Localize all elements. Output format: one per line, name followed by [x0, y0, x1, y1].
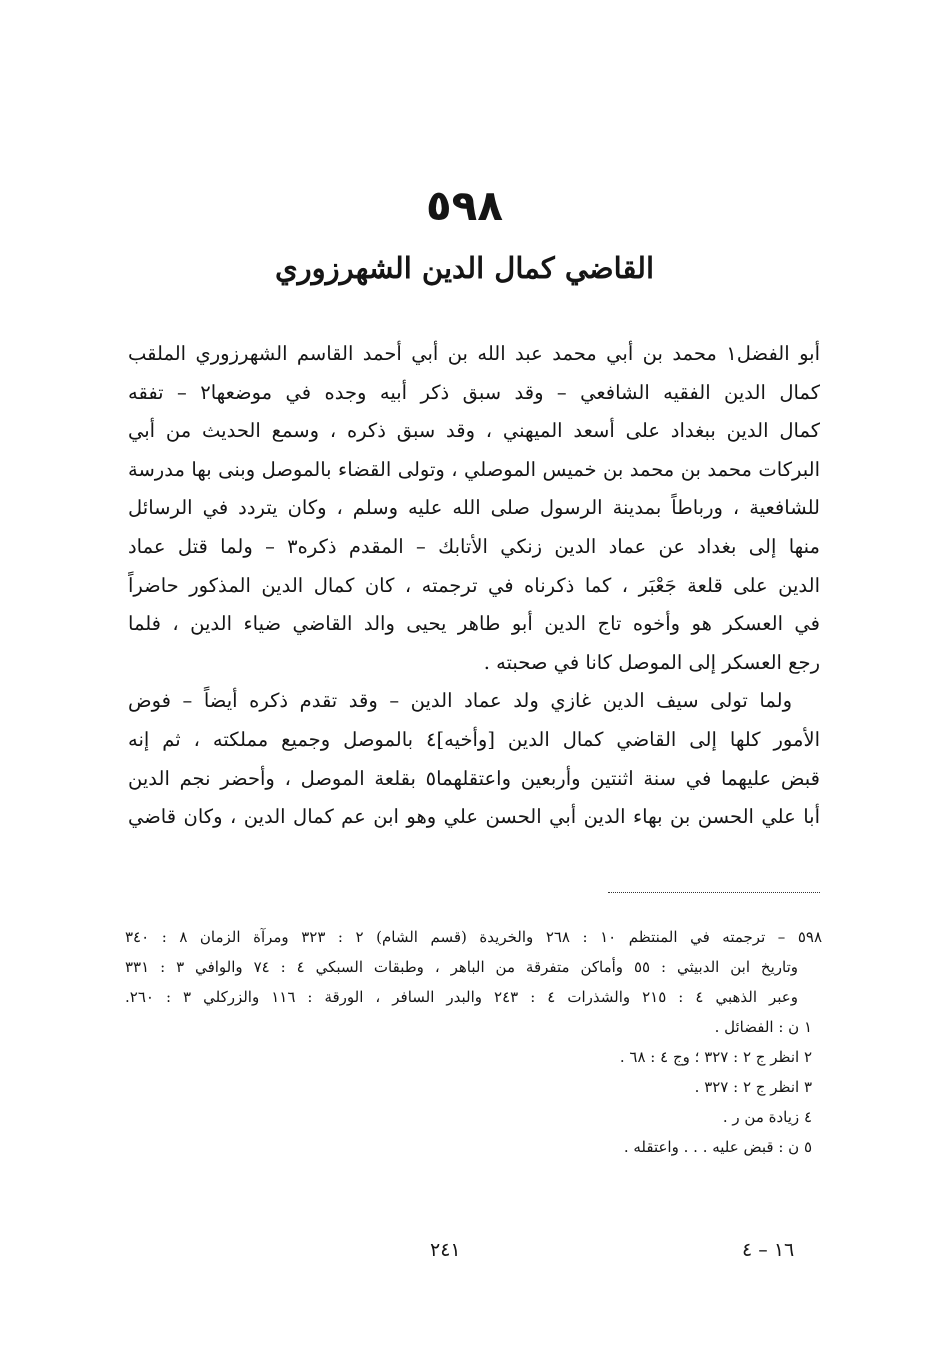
body-line: ولما تولى سيف الدين غازي ولد عماد الدين – وقد تقدم ذكره أيضاً – فوض — [128, 689, 792, 713]
footnote-divider — [608, 892, 820, 893]
entry-title: القاضي كمال الدين الشهرزوري — [274, 251, 655, 285]
printer-signature: ١٦ – ٤ — [742, 1239, 795, 1261]
body-line: قبض عليهما في سنة اثنتين وأربعين واعتقلهما٥ بقلعة الموصل ، وأحضر نجم الدين — [128, 766, 820, 790]
entry-number: ٥٩٨ — [426, 181, 503, 230]
body-line: أبو الفضل١ محمد بن أبي محمد عبد الله بن أبي أحمد القاسم الشهرزوري الملقب — [128, 342, 820, 365]
body-line: كمال الدين ببغداد على أسعد الميهني ، وقد سبق ذكره ، وسمع الحديث من أبي — [128, 419, 820, 443]
body-line: في العسكر هو وأخوه تاج الدين أبو طاهر يحيى والد القاضي ضياء الدين ، فلما — [128, 612, 820, 636]
footnote-source-line: وتاريخ ابن الدبيثي : ٥٥ وأماكن متفرقة من الباهر ، وطبقات السبكي ٤ : ٧٤ والوافي ٣ : ٣٣١ — [125, 958, 799, 976]
footnote-item: ٤ زيادة من ر . — [722, 1108, 812, 1126]
footnotes — [125, 922, 822, 1162]
body-line: الدين على قلعة جَعْبَر ، كما ذكرناه في ترجمته ، كان كمال الدين المذكور حاضراً — [128, 573, 820, 597]
body-line: أبا علي الحسن بن بهاء الدين أبي الحسن علي وهو ابن عم كمال الدين ، وكان قاضي — [128, 805, 820, 829]
body-line: كمال الدين الفقيه الشافعي – وقد سبق ذكر أبيه وجده في موضعها٢ – تفقه — [128, 380, 820, 404]
body-line: البركات محمد بن محمد بن خميس الموصلي ، وتولى القضاء بالموصل وبنى بها مدرسة — [128, 457, 820, 481]
footnote-item: ١ ن : الفضائل . — [714, 1018, 812, 1036]
footnote-item: ٣ انظر ج ٢ : ٣٢٧ . — [694, 1078, 812, 1096]
biography-text — [128, 335, 820, 837]
page-number: ٢٤١ — [430, 1239, 461, 1261]
body-line: منها إلى بغداد عن عماد الدين زنكي الأتابك – المقدم ذكره٣ – ولما قتل عماد — [128, 534, 820, 558]
body-line: الأمور كلها إلى القاضي كمال الدين [وأخيه]٤ بالموصل وجميع مملكته ، ثم إنه — [128, 727, 820, 751]
body-line: رجع العسكر إلى الموصل كانا في صحبته . — [483, 650, 820, 674]
body-line: للشافعية ، ورباطاً بمدينة الرسول صلى الله عليه وسلم ، وكان يتردد في الرسائل — [128, 496, 820, 520]
footnote-item: ٢ انظر ج ٢ : ٣٢٧ ؛ وج ٤ : ٦٨ . — [619, 1048, 812, 1066]
footnote-item: ٥ ن : قبض عليه . . . واعتقله . — [623, 1138, 812, 1156]
footnote-source-line: وعبر الذهبي ٤ : ٢١٥ والشذرات ٤ : ٢٤٣ والبدر السافر ، الورقة : ١١٦ والزركلي ٣ : ٢٦٠. — [125, 988, 798, 1006]
footnote-source-line: ٥٩٨ – ترجمته في المنتظم ١٠ : ٢٦٨ والخريدة (قسم الشام) ٢ : ٣٢٣ ومرآة الزمان ٨ : ٣٤٠ — [125, 928, 822, 946]
